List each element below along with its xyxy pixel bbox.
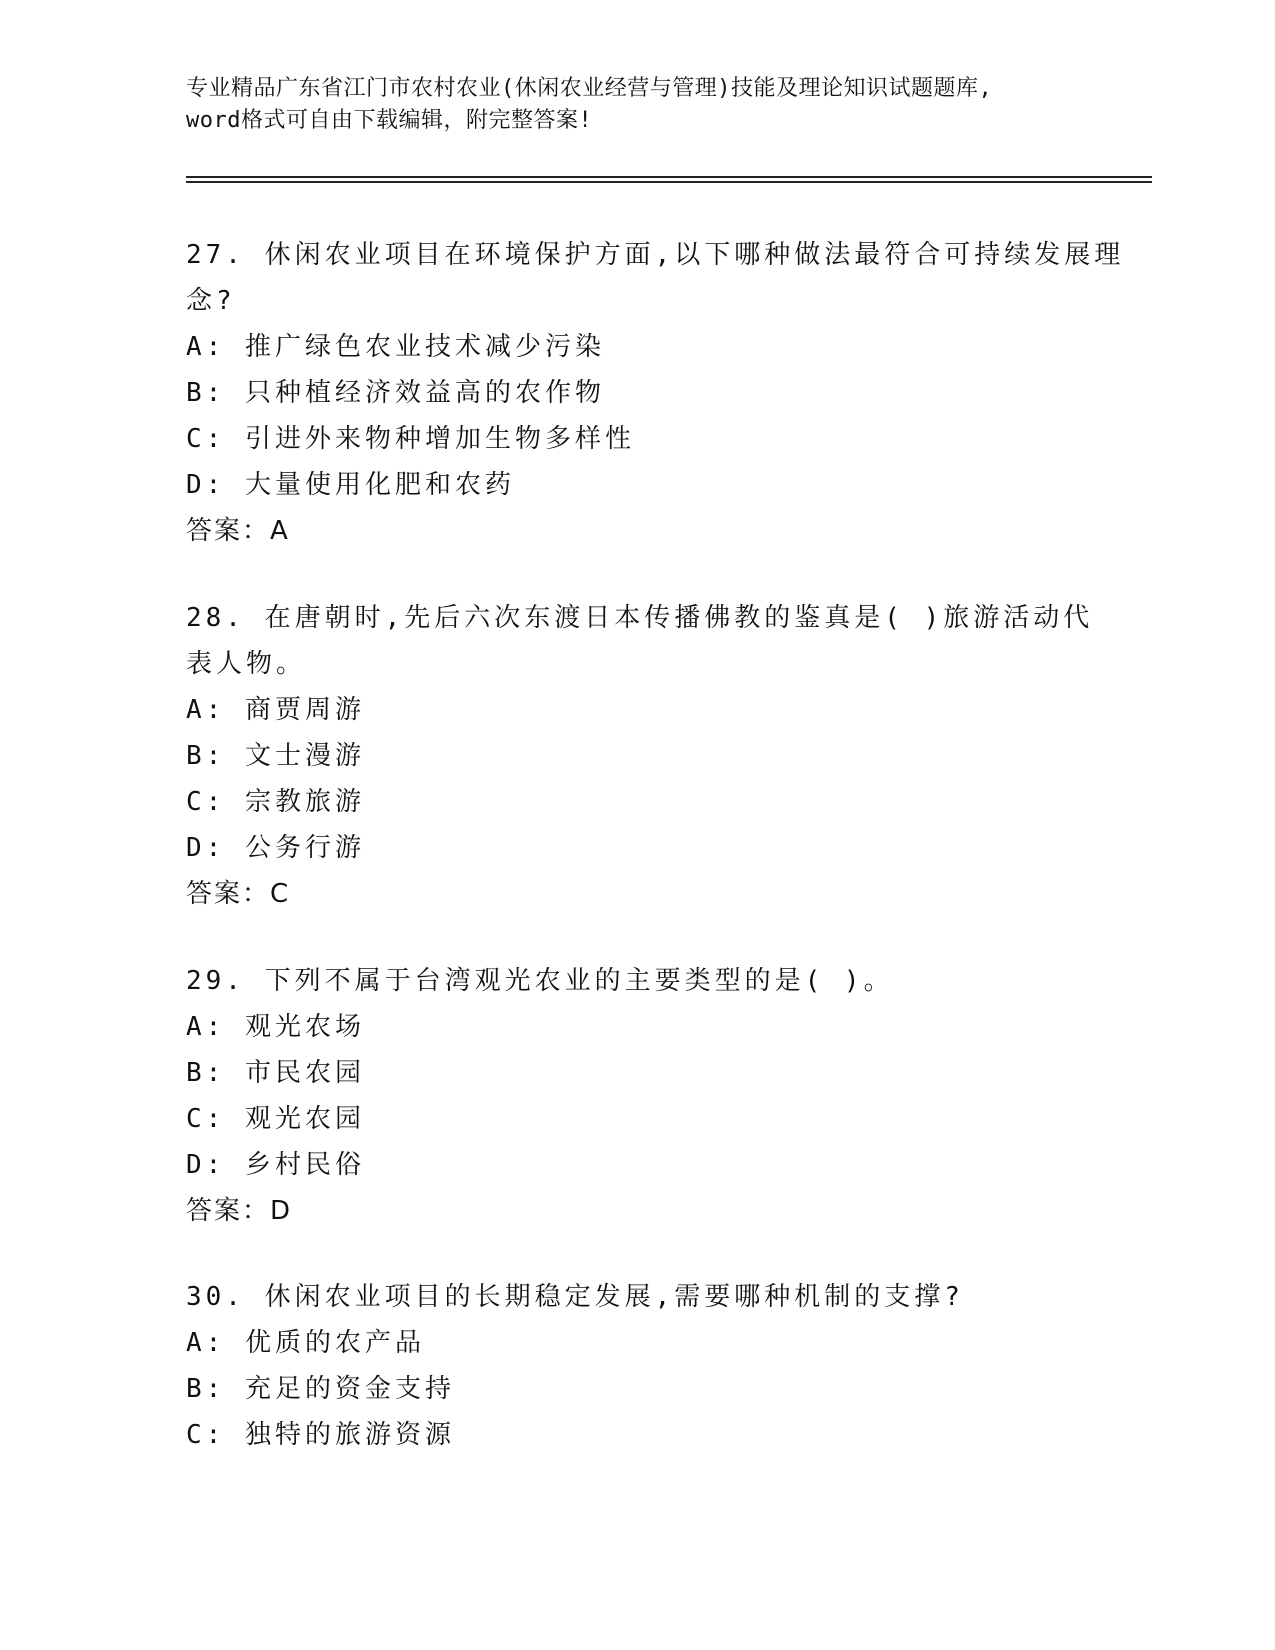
question-text: 28. 在唐朝时,先后六次东渡日本传播佛教的鉴真是( )旅游活动代 — [186, 603, 1094, 633]
option-c: C: 观光农园 — [186, 1104, 365, 1134]
document-header — [186, 73, 1066, 137]
option-a: A: 推广绿色农业技术减少污染 — [186, 332, 605, 362]
answer: 答案：D — [186, 1196, 293, 1226]
question-text: 29. 下列不属于台湾观光农业的主要类型的是( )。 — [186, 966, 894, 996]
option-a: A: 优质的农产品 — [186, 1328, 425, 1358]
option-c: C: 引进外来物种增加生物多样性 — [186, 424, 635, 454]
option-b: B: 市民农园 — [186, 1058, 365, 1088]
option-d: D: 乡村民俗 — [186, 1150, 365, 1180]
option-a: A: 商贾周游 — [186, 695, 365, 725]
option-d: D: 大量使用化肥和农药 — [186, 470, 515, 500]
header-title-line-2: word格式可自由下载编辑，附完整答案! — [186, 108, 593, 133]
question-27 — [186, 232, 1125, 554]
header-title-line-1: 专业精品广东省江门市农村农业(休闲农业经营与管理)技能及理论知识试题题库, — [186, 76, 993, 101]
question-text: 30. 休闲农业项目的长期稳定发展,需要哪种机制的支撑? — [186, 1282, 964, 1312]
option-b: B: 只种植经济效益高的农作物 — [186, 378, 605, 408]
answer: 答案：C — [186, 879, 291, 909]
option-b: B: 充足的资金支持 — [186, 1374, 455, 1404]
option-b: B: 文士漫游 — [186, 741, 365, 771]
option-d: D: 公务行游 — [186, 833, 365, 863]
question-29 — [186, 958, 1086, 1234]
question-28 — [186, 595, 1094, 917]
question-text: 表人物。 — [186, 649, 307, 679]
option-c: C: 宗教旅游 — [186, 787, 365, 817]
question-text: 27. 休闲农业项目在环境保护方面,以下哪种做法最符合可持续发展理 — [186, 240, 1125, 270]
option-a: A: 观光农场 — [186, 1012, 365, 1042]
question-30 — [186, 1274, 1086, 1458]
question-text: 念? — [186, 286, 236, 316]
answer: 答案：A — [186, 516, 290, 546]
header-divider-bottom — [186, 181, 1152, 183]
option-c: C: 独特的旅游资源 — [186, 1420, 455, 1450]
header-divider-top — [186, 176, 1152, 178]
